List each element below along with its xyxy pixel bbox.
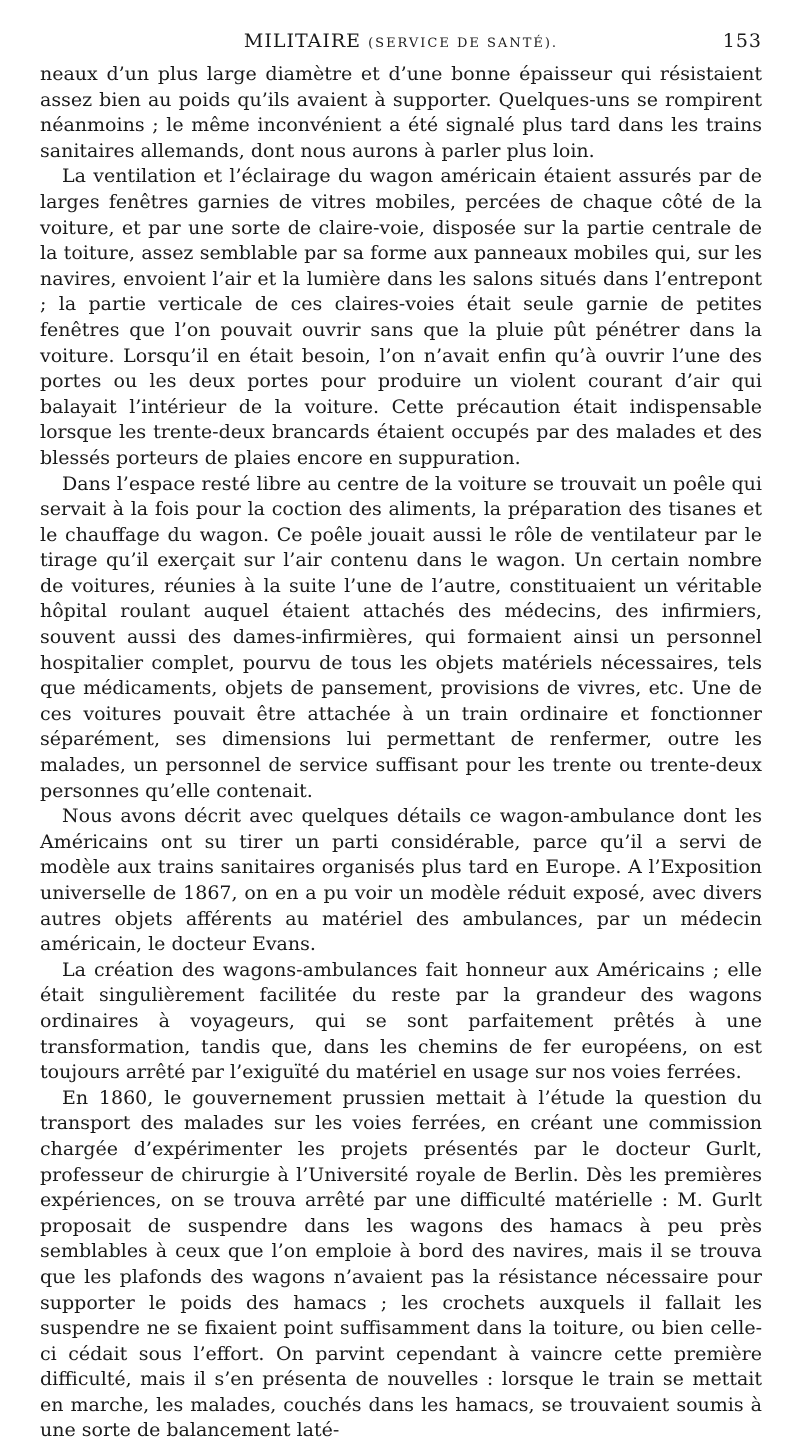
running-title-main: MILITAIRE xyxy=(243,30,362,52)
page-number: 153 xyxy=(722,30,762,52)
paragraph: En 1860, le gouvernement prussien mettait à l’étude la question du transport des malades sur les voies ferrées, en créant une commission chargée d’expérimenter les projets présentés par le docteur Gurlt, professeur de chirurgie à l’Université royale de Berlin. Dès les premières expériences, on se trouva arrêté par une difficulté matérielle : M. Gurlt proposait de suspendre dans les wagons des hamacs à peu près semblables à ceux que l’on emploie à bord des navires, mais il se trouva que les plafonds des wagons n’avaient pas la résistance nécessaire pour supporter le poids des hamacs ; les crochets auxquels il fallait les suspendre ne se fixaient point suffisamment dans la toiture, ou bien celle-ci cédait sous l’effort. On parvint cependant à vaincre cette première difficulté, mais il s’en présenta de nouvelles : lorsque le train se mettait en marche, les malades, couchés dans les hamacs, se trouvaient soumis à une sorte de balancement laté- xyxy=(40,1086,762,1442)
running-title-subtitle: (SERVICE DE SANTÉ). xyxy=(368,36,559,51)
running-title xyxy=(40,30,762,52)
body-text xyxy=(40,62,762,1444)
paragraph-continued: neaux d’un plus large diamètre et d’une bonne épaisseur qui résistaient assez bien au poids qu’ils avaient à supporter. Quelques-uns se rompirent néanmoins ; le même inconvénient a été signalé plus tard dans les trains sanitaires allemands, dont nous aurons à parler plus loin. xyxy=(40,63,762,162)
paragraph: La ventilation et l’éclairage du wagon américain étaient assurés par de larges fenêtres garnies de vitres mobiles, percées de chaque côté de la voiture, et par une sorte de claire-voie, disposée sur la partie centrale de la toiture, assez semblable par sa forme aux panneaux mobiles qui, sur les navires, envoient l’air et la lumière dans les salons situés dans l’entrepont ; la partie verticale de ces claires-voies était seule garnie de petites fenêtres que l’on pouvait ouvrir sans que la pluie pût pénétrer dans la voiture. Lorsqu’il en était besoin, l’on n’avait enfin qu’à ouvrir l’une des portes ou les deux portes pour produire un violent courant d’air qui balayait l’intérieur de la voiture. Cette précaution était indispensable lorsque les trente-deux brancards étaient occupés par des malades et des blessés porteurs de plaies encore en suppuration. xyxy=(40,165,762,469)
running-head xyxy=(40,30,762,56)
paragraph: La création des wagons-ambulances fait honneur aux Américains ; elle était singulièrement facilitée du reste par la grandeur des wagons ordinaires à voyageurs, qui se sont parfaitement prêtés à une transformation, tandis que, dans les chemins de fer européens, on est toujours arrêté par l’exiguïté du matériel en usage sur nos voies ferrées. xyxy=(40,958,762,1084)
paragraph: Nous avons décrit avec quelques détails ce wagon-ambulance dont les Américains ont su tirer un parti considérable, parce qu’il a servi de modèle aux trains sanitaires organisés plus tard en Europe. A l’Exposition universelle de 1867, on en a pu voir un modèle réduit exposé, avec divers autres objets afférents au matériel des ambulances, par un médecin américain, le docteur Evans. xyxy=(40,805,762,956)
paragraph: Dans l’espace resté libre au centre de la voiture se trouvait un poêle qui servait à la fois pour la coction des aliments, la préparation des tisanes et le chauffage du wagon. Ce poêle jouait aussi le rôle de ventilateur par le tirage qu’il exerçait sur l’air contenu dans le wagon. Un certain nombre de voitures, réunies à la suite l’une de l’autre, constituaient un véritable hôpital roulant auquel étaient attachés des médecins, des infirmiers, souvent aussi des dames-infirmières, qui formaient ainsi un personnel hospitalier complet, pourvu de tous les objets matériels nécessaires, tels que médicaments, objets de pansement, provisions de vivres, etc. Une de ces voitures pouvait être attachée à un train ordinaire et fonctionner séparément, ses dimensions lui permettant de renfermer, outre les malades, un personnel de service suffisant pour les trente ou trente-deux personnes qu’elle contenait. xyxy=(40,472,762,802)
